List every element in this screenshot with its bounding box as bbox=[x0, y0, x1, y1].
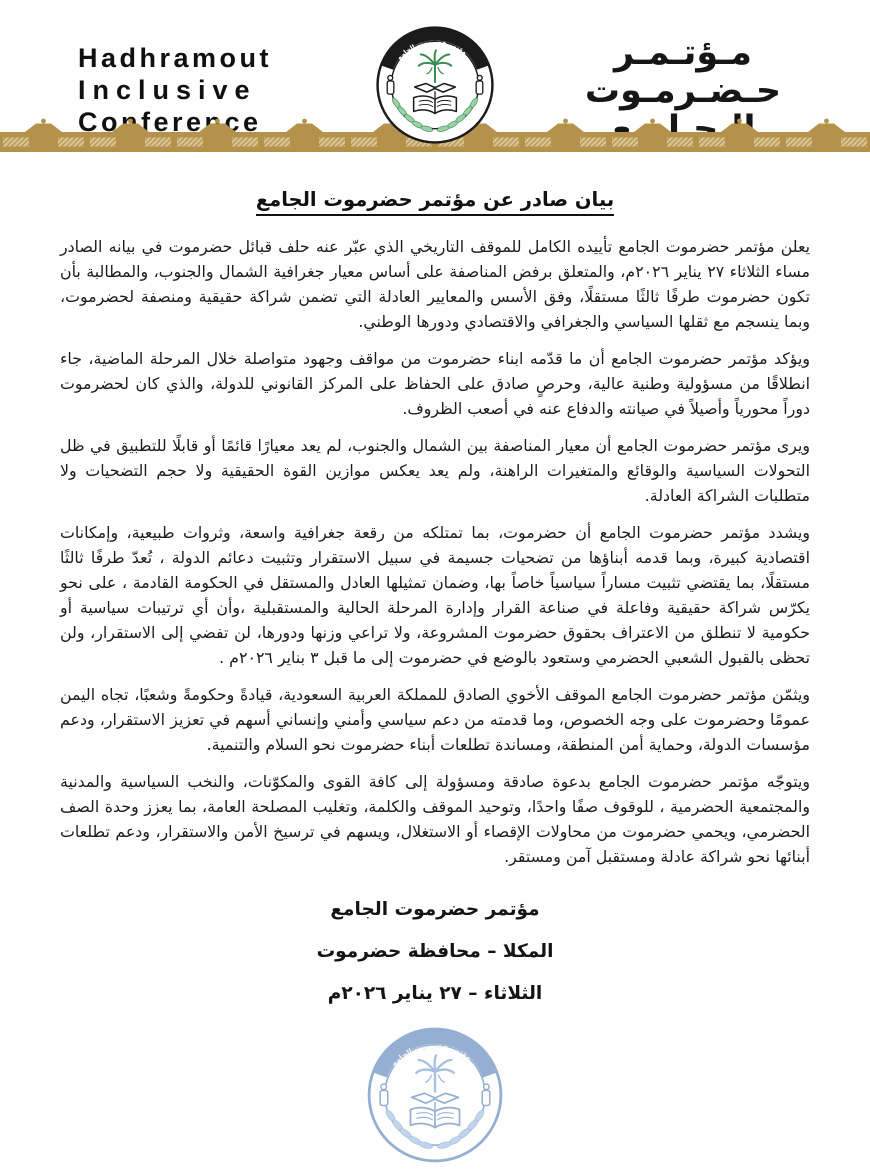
statement-body bbox=[0, 176, 870, 1165]
org-name-arabic-line: حـضـرمـوت bbox=[584, 71, 782, 111]
footer-seal-watermark-icon bbox=[365, 1025, 505, 1165]
statement-paragraph-2: ويؤكد مؤتمر حضرموت الجامع أن ما قدّمه ابناء حضرموت من مواقف وجهود متواصلة خلال المرحلة الماضية، جاء انطلاقًا من مسؤولية وطنية عالية، وحرصٍ صادق على الحفاظ على المركز القانوني للدولة، والذي كان لحضرموت دوراً محورياً وأصيلاً في صيانته والدفاع عنه في أصعب الظروف. bbox=[60, 349, 810, 418]
signature-date: الثلاثاء – ٢٧ يناير ٢٠٢٦م bbox=[327, 983, 543, 1004]
statement-paragraph-4: ويشدد مؤتمر حضرموت الجامع أن حضرموت، بما تمتلكه من رقعة جغرافية واسعة، وثروات طبيعية، وإمكانات اقتصادية كبيرة، وبما قدمه أبناؤها من تضحيات جسيمة في سبيل الاستقرار وتثبيت دعائم الدولة ، تُعدّ طرفًا ثالثًا مستقلًا، بما يقتضي تثبيت مساراً سياسياً خاصاً بها، وضمان تمثيلها العادل والمستقل في الحكومة القادمة ، على نحو يكرّس شراكة حقيقية وفاعلة في صناعة القرار وإدارة المرحلة الحالية والمستقبلية ،وأن أي ترتيبات سياسية أو حكومية لا تنطلق من الاعتراف بحقوق حضرموت المشروعة، ولا تراعي وزنها ودورها، لن تفضي إلى الاستقرار، ولن تحظى بالقبول الشعبي الحضرمي وستعود بالوضع في حضرموت إلى ما قبل ٣ بناير ٢٠٢٦م . bbox=[60, 523, 810, 667]
signature-org: مؤتمر حضرموت الجامع bbox=[330, 899, 540, 920]
statement-paragraph-3: ويرى مؤتمر حضرموت الجامع أن معيار المناصفة بين الشمال والجنوب، لم يعد معيارًا قائمًا أو قابلًا للتطبيق في ظل التحولات السياسية والوقائع والمتغيرات الراهنة، ولم يعد يعكس موازين القوة الحقيقية ولا حجم التضحيات ولا متطلبات الشراكة العادلة. bbox=[60, 436, 810, 505]
signature-block bbox=[60, 899, 810, 1004]
statement-paragraph-5: ويثمّن مؤتمر حضرموت الجامع الموقف الأخوي الصادق للمملكة العربية السعودية، قيادةً وحكومةً وشعبًا، تجاه اليمن عمومًا وحضرموت على وجه الخصوص، وما قدمته من دعم سياسي وأمني وإنساني أسهم في تعزيز الاستقرار، ودعم مؤسسات الدولة، وحماية أمن المنطقة، ومساندة تطلعات أبناء حضرموت نحو السلام والتنمية. bbox=[60, 685, 810, 754]
statement-paragraph-1: يعلن مؤتمر حضرموت الجامع تأييده الكامل للموقف التاريخي الذي عبّر عنه حلف قبائل حضرموت في بيانه الصادر مساء الثلاثاء ٢٧ يناير ٢٠٢٦م، والمتعلق برفض المناصفة على أساس معيار جغرافية الشمال والجنوب، والمطالبة بأن تكون حضرموت طرفًا ثالثًا مستقلًا، وفق الأسس والمعايير العادلة التي تضمن شراكة حقيقية ومنصفة لحضرموت، وبما ينسجم مع ثقلها السياسي والجغرافي والاقتصادي ودورها الوطني. bbox=[60, 237, 810, 331]
signature-location: المكلا – محافظة حضرموت bbox=[316, 941, 554, 962]
org-name-english-line: Inclusive bbox=[78, 75, 257, 105]
org-name-english-line: Hadhramout bbox=[78, 43, 273, 73]
letterhead bbox=[0, 0, 870, 152]
org-name-arabic-line: مـؤتـمـر bbox=[614, 33, 752, 73]
statement-title bbox=[60, 176, 810, 216]
statement-paragraph-6: ويتوجّه مؤتمر حضرموت الجامع بدعوة صادقة ومسؤولة إلى كافة القوى والمكوّنات، والنخب السياسية والمدنية والمجتمعية الحضرمية ، للوقوف صفًا واحدًا، وتوحيد الموقف والكلمة، وتغليب المصلحة العامة، بما يعزز وحدة الصف الحضرمي، ويحمي حضرموت من محاولات الإقصاء أو الاستغلال، ويسهم في ترسيخ الأمن والاستقرار، ودعم تطلعات أبنائها نحو شراكة عادلة ومستقبل آمن ومستقر. bbox=[60, 772, 810, 866]
conference-seal-icon bbox=[374, 24, 496, 146]
statement-title-text: بيان صادر عن مؤتمر حضرموت الجامع bbox=[256, 188, 614, 216]
